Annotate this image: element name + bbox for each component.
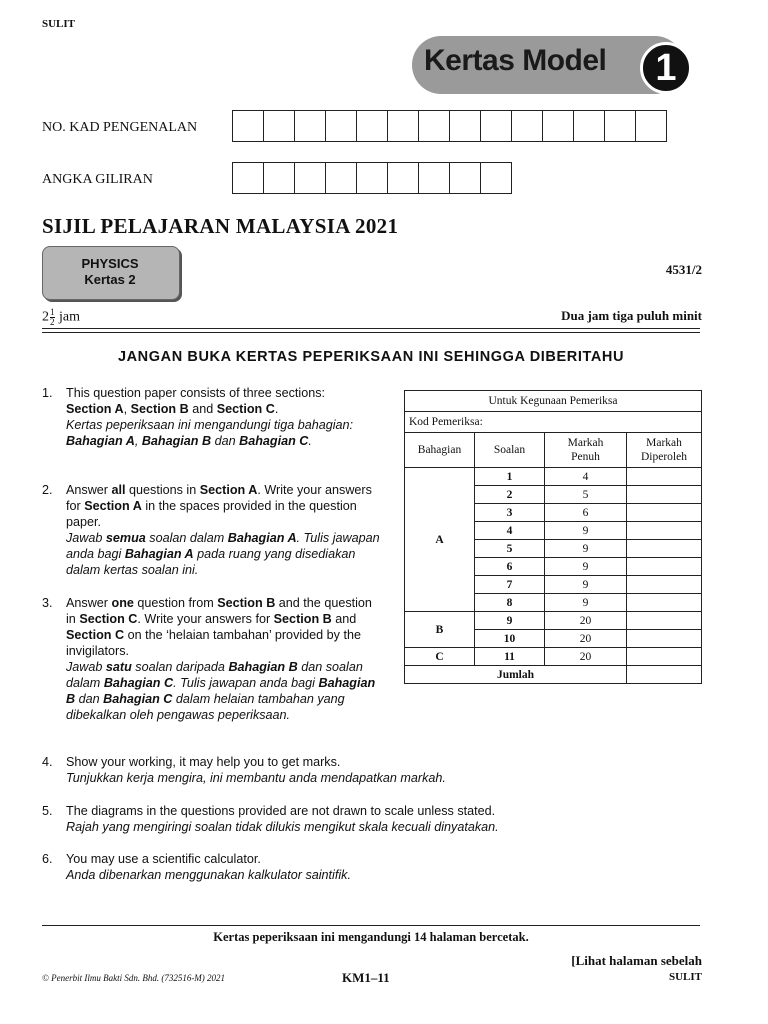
question-number: 6 — [475, 558, 545, 576]
sulit-label-top: SULIT — [42, 18, 76, 30]
marks-obtained-cell[interactable] — [627, 486, 702, 504]
question-number: 1 — [475, 468, 545, 486]
examiner-table-title: Untuk Kegunaan Pemeriksa — [405, 391, 702, 412]
instruction-4: 4. Show your working, it may help you to get marks. Tunjukkan kerja mengira, ini membantu anda mendapatkan markah. — [42, 755, 446, 785]
question-number: 7 — [475, 576, 545, 594]
marks-obtained-cell[interactable] — [627, 540, 702, 558]
marks-obtained-cell[interactable] — [627, 504, 702, 522]
instruction-2: 2. Answer all questions in Section A. Write your answers for Section A in the spaces provided in the question paper. Jawab semua soalan dalam Bahagian A. Tulis jawapan anda bagi Bahagian A pada ruang yang disediakan dalam kertas soalan ini. — [42, 483, 380, 577]
exam-title: SIJIL PELAJARAN MALAYSIA 2021 — [42, 214, 399, 238]
full-marks: 20 — [545, 630, 627, 648]
section-c-cell: C — [405, 648, 475, 666]
marks-obtained-cell[interactable] — [627, 576, 702, 594]
id-number-boxes[interactable] — [232, 110, 667, 142]
question-number: 5 — [475, 540, 545, 558]
question-number: 2 — [475, 486, 545, 504]
id-number-label: NO. KAD PENGENALAN — [42, 120, 198, 135]
marks-obtained-cell[interactable] — [627, 612, 702, 630]
full-marks: 4 — [545, 468, 627, 486]
marks-obtained-cell[interactable] — [627, 630, 702, 648]
total-label: Jumlah — [405, 666, 627, 684]
full-marks: 9 — [545, 576, 627, 594]
marks-obtained-cell[interactable] — [627, 522, 702, 540]
full-marks: 9 — [545, 594, 627, 612]
marks-obtained-cell[interactable] — [627, 558, 702, 576]
question-number: 8 — [475, 594, 545, 612]
sulit-label-bottom: SULIT — [668, 971, 702, 983]
subject-paper: Kertas 2 — [84, 272, 136, 287]
see-next-page: [Lihat halaman sebelah — [571, 953, 702, 968]
col-header-full-marks: Markah Penuh — [545, 433, 627, 468]
question-number: 4 — [475, 522, 545, 540]
examiner-table — [404, 390, 702, 684]
section-a-cell: A — [405, 468, 475, 612]
instruction-1: 1. This question paper consists of three sections: Section A, Section B and Section C. Kertas peperiksaan ini mengandungi tiga bahagian: Bahagian A, Bahagian B dan Bahagian C. — [42, 386, 354, 448]
full-marks: 6 — [545, 504, 627, 522]
marks-obtained-cell[interactable] — [627, 468, 702, 486]
question-number: 10 — [475, 630, 545, 648]
col-header-question: Soalan — [475, 433, 545, 468]
section-b-cell: B — [405, 612, 475, 648]
full-marks: 9 — [545, 540, 627, 558]
full-marks: 20 — [545, 612, 627, 630]
page-count-note: Kertas peperiksaan ini mengandungi 14 halaman bercetak. — [213, 930, 529, 944]
divider-top-double — [42, 332, 700, 333]
footer-divider — [42, 925, 700, 926]
question-number: 3 — [475, 504, 545, 522]
table-row — [405, 468, 702, 486]
total-marks-cell[interactable] — [627, 666, 702, 684]
duration-long: Dua jam tiga puluh minit — [561, 308, 702, 323]
model-paper-badge-number: 1 — [640, 42, 692, 94]
instruction-6: 6. You may use a scientific calculator. Anda dibenarkan menggunakan kalkulator saintifik. — [42, 852, 351, 882]
index-number-label: ANGKA GILIRAN — [42, 172, 153, 187]
question-number: 11 — [475, 648, 545, 666]
col-header-section: Bahagian — [405, 433, 475, 468]
full-marks: 20 — [545, 648, 627, 666]
instruction-3: 3. Answer one question from Section B and the question in Section C. Write your answers for Section B and Section C on the ‘helaian tambahan’ provided by the invigilators. Jawab satu soalan daripada Bahagian B dan soalan dalam Bahagian C. Tulis jawapan anda bagi Bahagian B dan Bahagian C dalam helaian tambahan yang dibekalkan oleh pengawas peperiksaan. — [42, 596, 376, 722]
model-paper-badge-text: Kertas Model — [424, 44, 607, 77]
publisher-copyright: © Penerbit Ilmu Bakti Sdn. Bhd. (732516-M) 2021 — [42, 973, 226, 983]
question-number: 9 — [475, 612, 545, 630]
index-number-boxes[interactable] — [232, 162, 512, 194]
table-row — [405, 648, 702, 666]
table-row — [405, 666, 702, 684]
duration-short: 2 $\frac{1}{2}$ jam — [42, 307, 80, 327]
instruction-5: 5. The diagrams in the questions provided are not drawn to scale unless stated. Rajah yang mengiringi soalan tidak dilukis mengikut skala kecuali dinyatakan. — [42, 804, 499, 834]
page-code: KM1–11 — [342, 970, 390, 985]
do-not-open-warning: JANGAN BUKA KERTAS PEPERIKSAAN INI SEHINGGA DIBERITAHU — [117, 349, 625, 365]
paper-code: 4531/2 — [665, 262, 702, 277]
marks-obtained-cell[interactable] — [627, 648, 702, 666]
marks-obtained-cell[interactable] — [627, 594, 702, 612]
col-header-marks-obtained: Markah Diperoleh — [627, 433, 702, 468]
table-row — [405, 612, 702, 630]
full-marks: 9 — [545, 522, 627, 540]
examiner-code-field[interactable] — [405, 412, 702, 433]
subject-name: PHYSICS — [81, 256, 139, 271]
full-marks: 9 — [545, 558, 627, 576]
divider-top — [42, 328, 700, 329]
examiner-code-label: Kod Pemeriksa: — [409, 416, 483, 428]
full-marks: 5 — [545, 486, 627, 504]
